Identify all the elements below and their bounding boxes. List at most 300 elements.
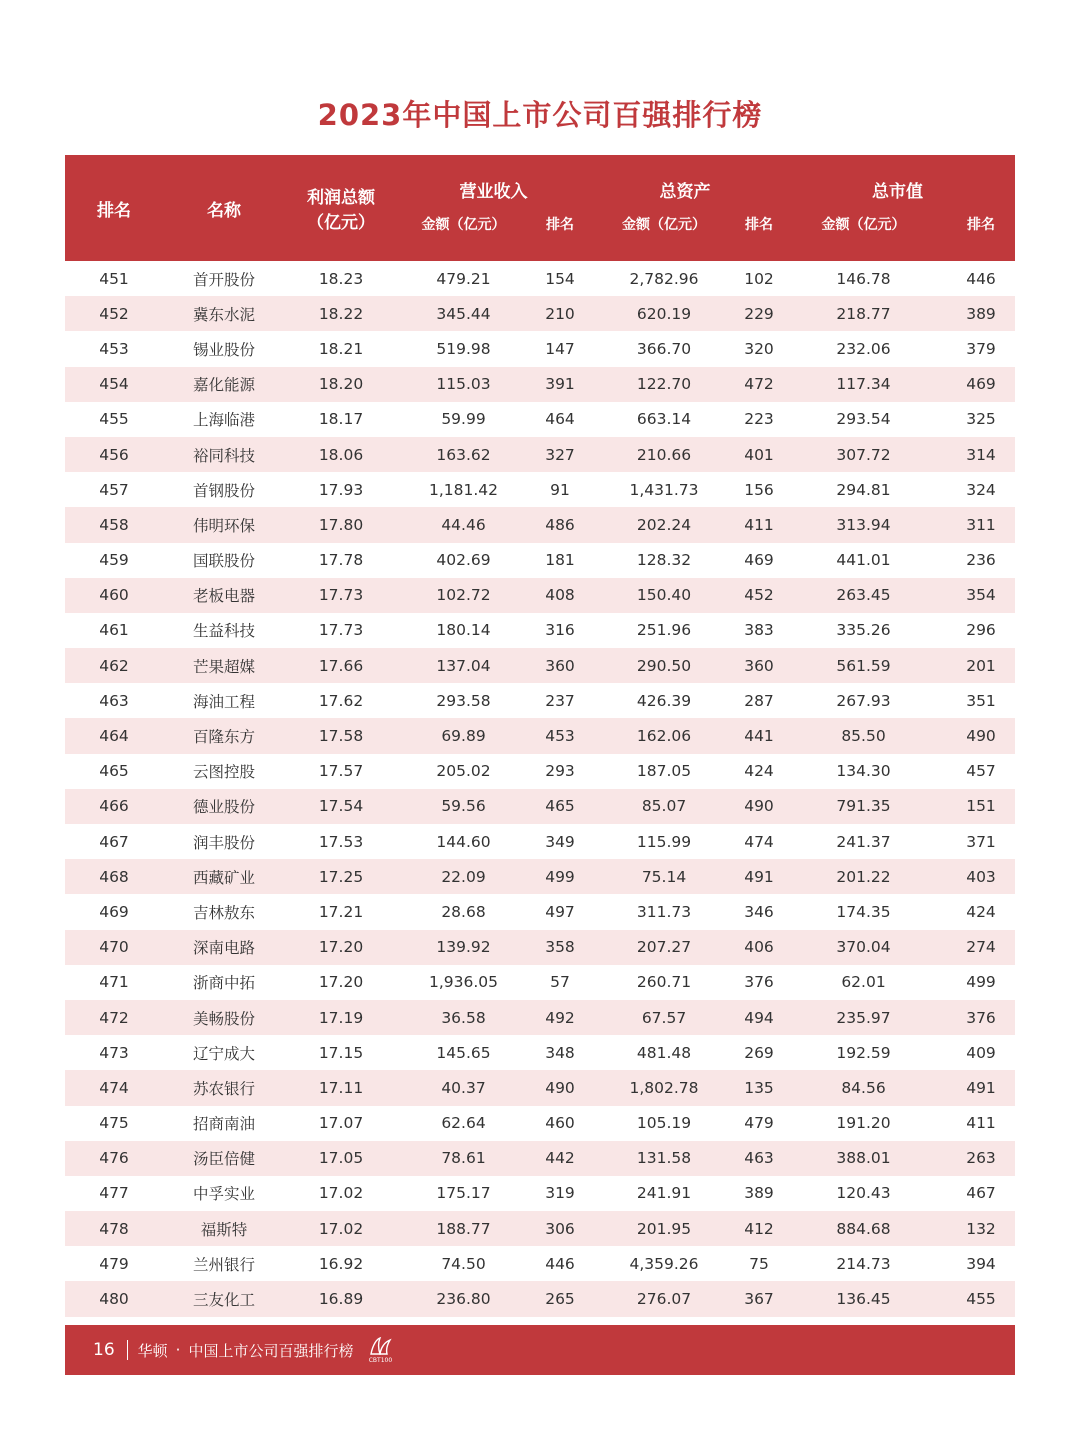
cell-market-cap-rank: 469 — [947, 367, 1015, 402]
cell-assets-rank: 383 — [744, 621, 774, 640]
cell-revenue-rank: 358 — [530, 930, 590, 965]
cell-profit: 17.05 — [285, 1141, 397, 1176]
cell-market-cap-rank: 201 — [947, 648, 1015, 683]
cell-assets-amount: 210.66 — [590, 437, 738, 472]
cell-assets-rank: 223 — [744, 410, 774, 429]
cell-revenue-amount: 59.99 — [441, 410, 486, 429]
cell-company-name: 兰州银行 — [192, 1255, 255, 1274]
header-profit — [285, 155, 397, 261]
cell-profit: 18.06 — [285, 437, 397, 472]
cell-market-cap-rank: 314 — [947, 437, 1015, 472]
table-row — [65, 1281, 1015, 1316]
cell-company-name: 辽宁成大 — [192, 1044, 255, 1063]
cell-assets-rank: 360 — [738, 648, 780, 683]
cell-market-cap-rank: 376 — [947, 1000, 1015, 1035]
cell-company-name: 润丰股份 — [192, 833, 255, 852]
cell-revenue-amount: 1,181.42 — [428, 480, 499, 499]
cell-revenue-rank: 492 — [530, 1000, 590, 1035]
cell-market-cap-rank: 351 — [966, 691, 996, 710]
table-row — [65, 578, 1015, 613]
cell-revenue-rank: 306 — [530, 1211, 590, 1246]
cell-profit: 16.89 — [285, 1281, 397, 1316]
cell-assets-amount: 290.50 — [590, 648, 738, 683]
table-row — [65, 367, 1015, 402]
header-rank: 排名 — [65, 155, 163, 261]
cell-assets-amount: 131.58 — [590, 1141, 738, 1176]
cell-rank: 451 — [99, 269, 129, 288]
cell-assets-rank: 135 — [738, 1070, 780, 1105]
cell-market-cap-amount: 294.81 — [836, 480, 891, 499]
cell-profit: 17.20 — [318, 973, 364, 992]
cell-assets-amount: 481.48 — [636, 1043, 692, 1062]
cell-profit: 17.66 — [285, 648, 397, 683]
cell-revenue-amount: 69.89 — [397, 718, 530, 753]
cell-market-cap-rank: 394 — [966, 1254, 996, 1273]
cell-market-cap-rank: 446 — [966, 269, 996, 288]
cell-rank: 471 — [99, 973, 129, 992]
cell-rank: 458 — [65, 507, 163, 542]
cell-market-cap-rank: 274 — [947, 930, 1015, 965]
cell-market-cap-rank: 491 — [947, 1070, 1015, 1105]
footer-publisher: 华顿 — [137, 1341, 168, 1360]
cell-profit: 18.20 — [285, 367, 397, 402]
cell-profit: 17.15 — [318, 1043, 364, 1062]
cell-company-name: 伟明环保 — [163, 507, 285, 542]
header-market-cap-amount: 金额（亿元） — [780, 206, 947, 261]
cell-rank: 452 — [65, 296, 163, 331]
cell-revenue-rank: 497 — [545, 902, 575, 921]
cell-profit: 18.21 — [318, 339, 364, 358]
cell-company-name: 美畅股份 — [163, 1000, 285, 1035]
cell-market-cap-rank: 411 — [966, 1114, 996, 1133]
table-row — [65, 648, 1015, 683]
cell-assets-rank: 479 — [744, 1114, 774, 1133]
cell-market-cap-rank: 389 — [947, 296, 1015, 331]
cell-company-name: 云图控股 — [192, 763, 255, 782]
cell-revenue-amount: 44.46 — [397, 507, 530, 542]
cell-revenue-rank: 349 — [545, 832, 575, 851]
cell-assets-amount: 260.71 — [636, 973, 692, 992]
cell-revenue-amount: 139.92 — [397, 930, 530, 965]
cell-revenue-rank: 453 — [530, 718, 590, 753]
cell-rank: 455 — [99, 410, 129, 429]
cell-company-name: 西藏矿业 — [163, 859, 285, 894]
cell-profit: 17.73 — [318, 621, 364, 640]
table-row — [65, 930, 1015, 965]
cell-assets-amount: 276.07 — [590, 1281, 738, 1316]
cell-profit: 17.19 — [285, 1000, 397, 1035]
cell-market-cap-amount: 134.30 — [836, 762, 891, 781]
cell-assets-rank: 229 — [738, 296, 780, 331]
cell-revenue-rank: 408 — [530, 578, 590, 613]
cell-company-name: 嘉化能源 — [163, 367, 285, 402]
cell-market-cap-rank: 490 — [947, 718, 1015, 753]
cell-assets-amount: 663.14 — [636, 410, 692, 429]
cell-rank: 463 — [99, 691, 129, 710]
cell-assets-amount: 426.39 — [636, 691, 692, 710]
cell-assets-rank: 376 — [744, 973, 774, 992]
table-row — [65, 507, 1015, 542]
cell-rank: 478 — [65, 1211, 163, 1246]
cell-assets-amount: 105.19 — [636, 1114, 692, 1133]
cell-revenue-amount: 180.14 — [436, 621, 491, 640]
cell-company-name: 上海临港 — [192, 411, 255, 430]
cell-market-cap-rank: 311 — [947, 507, 1015, 542]
table-row — [65, 683, 1015, 718]
cell-market-cap-amount: 62.01 — [841, 973, 886, 992]
cell-company-name: 汤臣倍健 — [163, 1141, 285, 1176]
cell-company-name: 三友化工 — [163, 1281, 285, 1316]
cell-revenue-rank: 465 — [530, 789, 590, 824]
cell-rank: 454 — [65, 367, 163, 402]
cell-market-cap-amount: 84.56 — [780, 1070, 947, 1105]
cell-market-cap-amount: 267.93 — [836, 691, 891, 710]
cell-assets-amount: 122.70 — [590, 367, 738, 402]
cell-market-cap-amount: 307.72 — [780, 437, 947, 472]
cell-rank: 468 — [65, 859, 163, 894]
cell-assets-amount: 4,359.26 — [629, 1254, 699, 1273]
cell-company-name: 中孚实业 — [192, 1185, 255, 1204]
cell-profit: 17.93 — [318, 480, 364, 499]
cell-assets-rank: 389 — [744, 1184, 774, 1203]
footer-dot: · — [175, 1341, 181, 1359]
table-row — [65, 754, 1015, 789]
cell-revenue-amount: 479.21 — [436, 269, 491, 288]
cell-rank: 472 — [65, 1000, 163, 1035]
header-revenue-rank: 排名 — [530, 206, 590, 261]
cell-assets-rank: 406 — [738, 930, 780, 965]
cell-market-cap-amount: 120.43 — [836, 1184, 891, 1203]
cell-market-cap-amount: 192.59 — [836, 1043, 891, 1062]
header-market-cap: 总市值 — [780, 155, 1015, 206]
table-row — [65, 402, 1015, 437]
cell-market-cap-rank: 325 — [966, 410, 996, 429]
cell-market-cap-amount: 791.35 — [780, 789, 947, 824]
cell-market-cap-rank: 455 — [947, 1281, 1015, 1316]
cbt100-logo-icon — [363, 1333, 397, 1367]
cell-market-cap-amount: 388.01 — [780, 1141, 947, 1176]
cell-profit: 17.57 — [318, 762, 364, 781]
cell-profit: 17.11 — [285, 1070, 397, 1105]
cell-market-cap-amount: 293.54 — [836, 410, 891, 429]
cell-market-cap-amount: 146.78 — [836, 269, 891, 288]
cell-rank: 466 — [65, 789, 163, 824]
cell-rank: 476 — [65, 1141, 163, 1176]
cell-company-name: 生益科技 — [192, 622, 255, 641]
cell-revenue-rank: 460 — [545, 1114, 575, 1133]
ranking-table — [65, 155, 1015, 1317]
cell-revenue-rank: 154 — [545, 269, 575, 288]
table-row — [65, 894, 1015, 929]
cell-revenue-rank: 464 — [545, 410, 575, 429]
cell-revenue-rank: 237 — [545, 691, 575, 710]
cell-rank: 464 — [65, 718, 163, 753]
cell-revenue-rank: 57 — [550, 973, 570, 992]
table-row — [65, 1035, 1015, 1070]
cell-rank: 453 — [99, 339, 129, 358]
cell-rank: 460 — [65, 578, 163, 613]
table-row — [65, 965, 1015, 1000]
cell-revenue-amount: 345.44 — [397, 296, 530, 331]
cell-rank: 474 — [65, 1070, 163, 1105]
cell-rank: 459 — [99, 551, 129, 570]
logo-mark-icon — [367, 1336, 393, 1358]
cell-market-cap-rank: 379 — [966, 339, 996, 358]
cell-market-cap-rank: 151 — [947, 789, 1015, 824]
cell-assets-rank: 156 — [744, 480, 774, 499]
cell-revenue-rank: 91 — [550, 480, 570, 499]
header-name: 名称 — [163, 155, 285, 261]
cell-profit: 17.07 — [318, 1114, 364, 1133]
cell-assets-rank: 287 — [744, 691, 774, 710]
cell-company-name: 德业股份 — [163, 789, 285, 824]
cell-market-cap-amount: 117.34 — [780, 367, 947, 402]
cell-market-cap-amount: 313.94 — [780, 507, 947, 542]
cell-assets-rank: 474 — [744, 832, 774, 851]
cell-rank: 465 — [99, 762, 129, 781]
cell-rank: 457 — [99, 480, 129, 499]
cell-rank: 467 — [99, 832, 129, 851]
cell-company-name: 首开股份 — [192, 270, 255, 289]
cell-assets-rank: 75 — [749, 1254, 769, 1273]
cell-revenue-amount: 145.65 — [436, 1043, 491, 1062]
cell-revenue-amount: 519.98 — [436, 339, 491, 358]
cell-revenue-amount: 36.58 — [397, 1000, 530, 1035]
cell-company-name: 百隆东方 — [163, 718, 285, 753]
cell-market-cap-amount: 884.68 — [780, 1211, 947, 1246]
footer-divider — [127, 1340, 128, 1360]
cell-assets-rank: 452 — [738, 578, 780, 613]
cell-assets-rank: 346 — [744, 902, 774, 921]
cell-assets-rank: 424 — [744, 762, 774, 781]
cell-assets-amount: 162.06 — [590, 718, 738, 753]
cell-revenue-rank: 319 — [545, 1184, 575, 1203]
cell-revenue-amount: 22.09 — [397, 859, 530, 894]
cell-market-cap-amount: 218.77 — [780, 296, 947, 331]
cell-market-cap-amount: 174.35 — [836, 902, 891, 921]
cell-revenue-rank: 486 — [530, 507, 590, 542]
cell-revenue-amount: 59.56 — [397, 789, 530, 824]
cell-company-name: 海油工程 — [192, 692, 255, 711]
table-row — [65, 1070, 1015, 1105]
cell-market-cap-amount: 85.50 — [780, 718, 947, 753]
cell-market-cap-rank: 409 — [966, 1043, 996, 1062]
cell-company-name: 锡业股份 — [192, 340, 255, 359]
cell-company-name: 福斯特 — [163, 1211, 285, 1246]
cell-assets-amount: 187.05 — [636, 762, 692, 781]
cell-revenue-rank: 348 — [545, 1043, 575, 1062]
cell-revenue-rank: 210 — [530, 296, 590, 331]
cell-revenue-rank: 499 — [530, 859, 590, 894]
cell-market-cap-amount: 241.37 — [836, 832, 891, 851]
table-row — [65, 543, 1015, 578]
header-assets-rank: 排名 — [738, 206, 780, 261]
cell-revenue-amount: 402.69 — [436, 551, 491, 570]
cell-revenue-rank: 316 — [545, 621, 575, 640]
cell-profit: 17.54 — [285, 789, 397, 824]
cell-company-name: 吉林敖东 — [192, 903, 255, 922]
cell-assets-amount: 620.19 — [590, 296, 738, 331]
cell-assets-amount: 2,782.96 — [629, 269, 699, 288]
cell-revenue-rank: 446 — [545, 1254, 575, 1273]
cell-rank: 479 — [99, 1254, 129, 1273]
cell-company-name: 冀东水泥 — [163, 296, 285, 331]
cell-profit: 17.62 — [318, 691, 364, 710]
cell-profit: 17.25 — [285, 859, 397, 894]
header-market-cap-rank: 排名 — [947, 206, 1015, 261]
cell-revenue-amount: 175.17 — [436, 1184, 491, 1203]
header-revenue-amount: 金额（亿元） — [397, 206, 530, 261]
cell-company-name: 浙商中拓 — [192, 974, 255, 993]
cell-assets-rank: 494 — [738, 1000, 780, 1035]
cell-rank: 469 — [99, 902, 129, 921]
table-row — [65, 1246, 1015, 1281]
cell-revenue-amount: 205.02 — [436, 762, 491, 781]
cell-market-cap-amount: 201.22 — [780, 859, 947, 894]
cell-revenue-rank: 265 — [530, 1281, 590, 1316]
cell-revenue-rank: 327 — [530, 437, 590, 472]
header-assets: 总资产 — [590, 155, 780, 206]
cell-assets-amount: 366.70 — [636, 339, 692, 358]
cell-profit: 18.23 — [318, 269, 364, 288]
cell-market-cap-amount: 263.45 — [780, 578, 947, 613]
cell-revenue-rank: 391 — [530, 367, 590, 402]
cell-market-cap-rank: 132 — [947, 1211, 1015, 1246]
cell-revenue-amount: 144.60 — [436, 832, 491, 851]
cell-market-cap-amount: 235.97 — [780, 1000, 947, 1035]
cell-assets-rank: 472 — [738, 367, 780, 402]
cell-market-cap-rank: 324 — [966, 480, 996, 499]
cell-company-name: 首钢股份 — [192, 481, 255, 500]
cell-market-cap-amount: 136.45 — [780, 1281, 947, 1316]
cell-rank: 461 — [99, 621, 129, 640]
footer-bar — [65, 1325, 1015, 1375]
table-row — [65, 859, 1015, 894]
cell-revenue-amount: 236.80 — [397, 1281, 530, 1316]
cell-revenue-rank: 181 — [545, 551, 575, 570]
table-row — [65, 1211, 1015, 1246]
cell-profit: 17.58 — [285, 718, 397, 753]
cell-profit: 17.20 — [285, 930, 397, 965]
cell-company-name: 国联股份 — [192, 552, 255, 571]
cell-market-cap-amount: 441.01 — [836, 551, 891, 570]
cell-market-cap-rank: 499 — [966, 973, 996, 992]
cell-rank: 462 — [65, 648, 163, 683]
cell-assets-amount: 311.73 — [636, 902, 692, 921]
cell-assets-rank: 269 — [744, 1043, 774, 1062]
table-row — [65, 1106, 1015, 1141]
cell-assets-rank: 463 — [738, 1141, 780, 1176]
cell-market-cap-amount: 214.73 — [836, 1254, 891, 1273]
page-title: 2023年中国上市公司百强排行榜 — [317, 98, 763, 132]
cell-profit: 17.80 — [285, 507, 397, 542]
cell-market-cap-rank: 354 — [947, 578, 1015, 613]
header-profit-unit: （亿元） — [307, 213, 375, 233]
cell-profit: 17.78 — [318, 551, 364, 570]
cell-assets-rank: 320 — [744, 339, 774, 358]
cell-rank: 456 — [65, 437, 163, 472]
cell-profit: 17.02 — [285, 1211, 397, 1246]
table-body — [65, 261, 1015, 1317]
cell-market-cap-rank: 467 — [966, 1184, 996, 1203]
cell-market-cap-rank: 457 — [966, 762, 996, 781]
cell-market-cap-rank: 371 — [966, 832, 996, 851]
table-row — [65, 296, 1015, 331]
page-number: 16 — [93, 1340, 115, 1360]
table-row — [65, 1000, 1015, 1035]
cell-assets-amount: 1,802.78 — [590, 1070, 738, 1105]
cell-assets-rank: 441 — [738, 718, 780, 753]
cell-revenue-amount: 40.37 — [397, 1070, 530, 1105]
cell-revenue-amount: 28.68 — [441, 902, 486, 921]
cell-market-cap-rank: 403 — [947, 859, 1015, 894]
cell-market-cap-amount: 561.59 — [780, 648, 947, 683]
cell-profit: 17.73 — [285, 578, 397, 613]
table-row — [65, 789, 1015, 824]
cell-company-name: 苏农银行 — [163, 1070, 285, 1105]
footer-title: 中国上市公司百强排行榜 — [188, 1341, 354, 1360]
cell-market-cap-rank: 424 — [966, 902, 996, 921]
table-row — [65, 437, 1015, 472]
cell-market-cap-amount: 335.26 — [836, 621, 891, 640]
cell-company-name: 裕同科技 — [163, 437, 285, 472]
cell-revenue-rank: 490 — [530, 1070, 590, 1105]
header-revenue: 营业收入 — [397, 155, 590, 206]
cell-company-name: 招商南油 — [192, 1115, 255, 1134]
table-row — [65, 1141, 1015, 1176]
cell-assets-amount: 241.91 — [636, 1184, 692, 1203]
cell-assets-rank: 491 — [738, 859, 780, 894]
cell-revenue-rank: 293 — [545, 762, 575, 781]
cell-assets-amount: 67.57 — [590, 1000, 738, 1035]
cell-rank: 475 — [99, 1114, 129, 1133]
cell-profit: 17.21 — [318, 902, 364, 921]
cell-company-name: 深南电路 — [163, 930, 285, 965]
cell-revenue-amount: 163.62 — [397, 437, 530, 472]
table-header — [65, 155, 1015, 261]
header-profit-label: 利润总额 — [307, 188, 375, 208]
table-row — [65, 824, 1015, 859]
cell-revenue-amount: 1,936.05 — [428, 973, 499, 992]
cell-assets-rank: 412 — [738, 1211, 780, 1246]
table-row — [65, 261, 1015, 296]
cell-market-cap-rank: 296 — [966, 621, 996, 640]
table-row — [65, 472, 1015, 507]
cell-revenue-amount: 62.64 — [441, 1114, 486, 1133]
cell-company-name: 芒果超媒 — [163, 648, 285, 683]
header-assets-amount: 金额（亿元） — [590, 206, 738, 261]
cell-company-name: 老板电器 — [163, 578, 285, 613]
cell-assets-rank: 367 — [738, 1281, 780, 1316]
cell-profit: 17.02 — [318, 1184, 364, 1203]
cell-market-cap-rank: 263 — [947, 1141, 1015, 1176]
table-row — [65, 331, 1015, 366]
cell-assets-amount: 115.99 — [636, 832, 692, 851]
cell-revenue-amount: 74.50 — [441, 1254, 486, 1273]
cell-assets-rank: 411 — [738, 507, 780, 542]
cell-assets-amount: 1,431.73 — [629, 480, 699, 499]
cell-rank: 473 — [99, 1043, 129, 1062]
cell-assets-rank: 490 — [738, 789, 780, 824]
cell-revenue-amount: 115.03 — [397, 367, 530, 402]
cell-assets-amount: 75.14 — [590, 859, 738, 894]
cell-assets-amount: 85.07 — [590, 789, 738, 824]
cell-rank: 477 — [99, 1184, 129, 1203]
cell-assets-rank: 469 — [744, 551, 774, 570]
cell-assets-rank: 401 — [738, 437, 780, 472]
table-row — [65, 718, 1015, 753]
cell-revenue-amount: 137.04 — [397, 648, 530, 683]
